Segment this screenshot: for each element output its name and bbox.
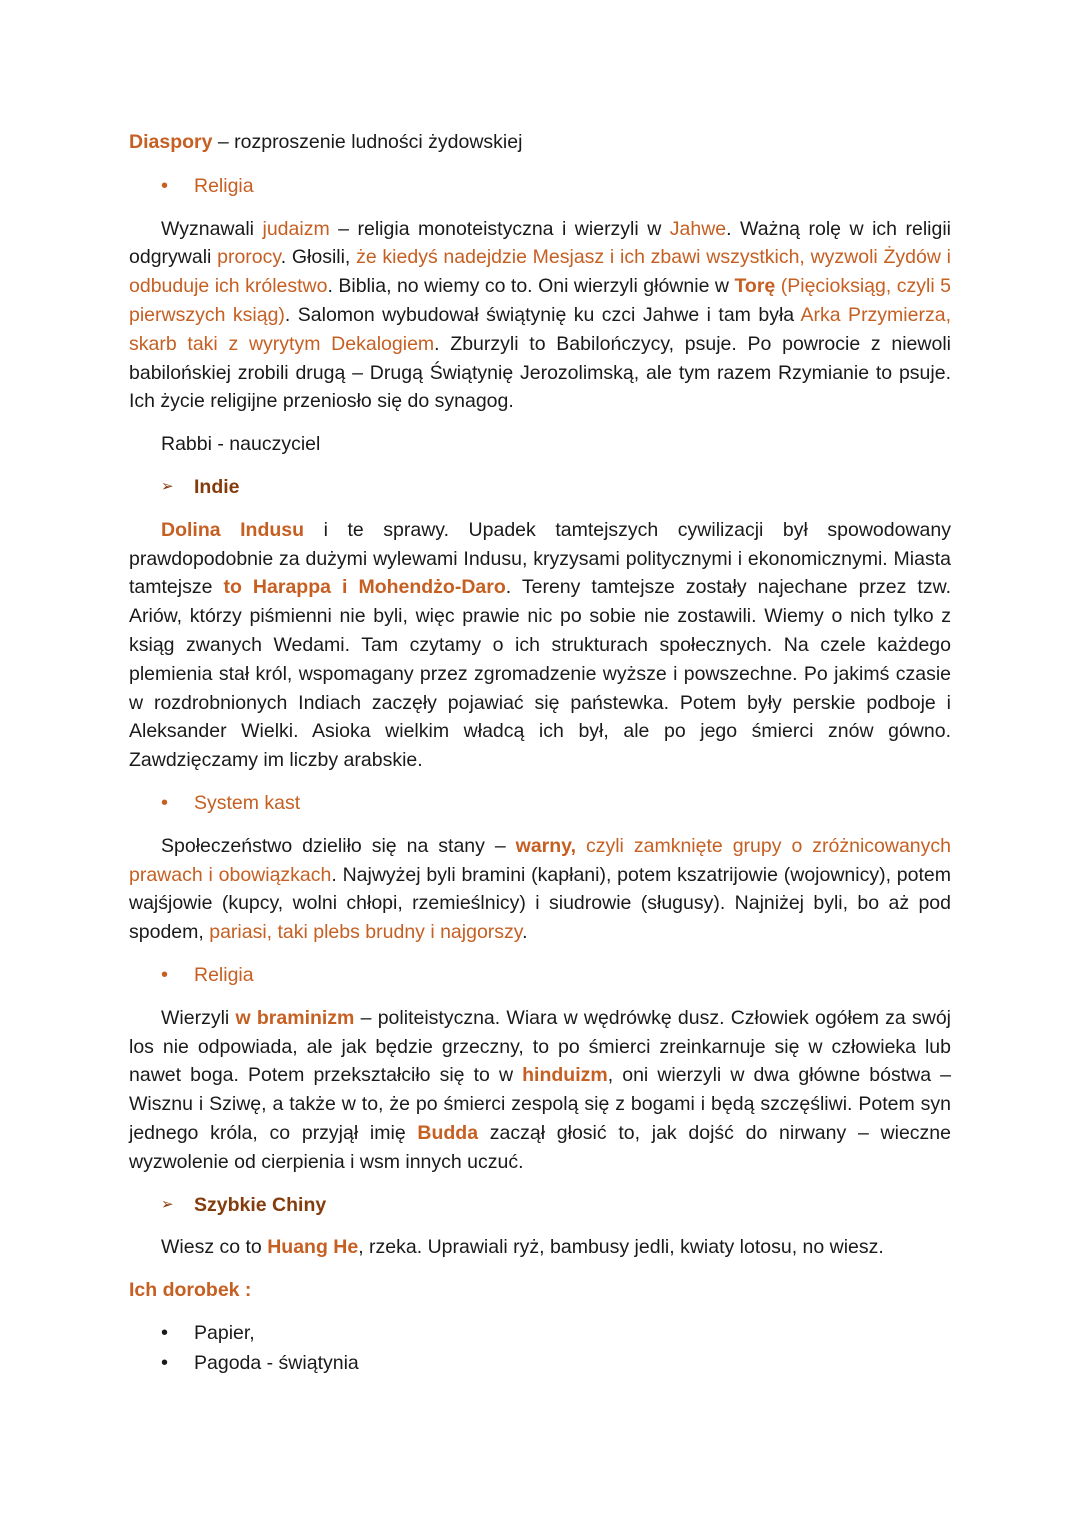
india-heading <box>129 473 951 502</box>
bullet-icon: • <box>161 174 169 197</box>
china-heading <box>129 1191 951 1220</box>
highlight-prorocy: prorocy <box>217 246 281 269</box>
highlight-pieciksiag: (Pięcioksiąg, czyli 5 pierwszych ksiąg) <box>129 275 952 326</box>
heading-label: Religia <box>194 174 254 197</box>
text-run: . <box>522 921 528 944</box>
caste-paragraph <box>129 832 951 947</box>
list-item <box>161 1349 951 1379</box>
bullet-icon: • <box>161 1322 169 1345</box>
rabbi-line: Rabbi - nauczyciel <box>161 433 321 456</box>
text-run: i te sprawy. Upadek tamtejszych cywilizacji był spowodowany prawdopodobnie za dużymi wylewami Indusu, kryzysami politycznymi i ekonomicznymi. Miasta tamtejsze <box>129 518 951 599</box>
text-run: . Biblia, no wiemy co to. Oni wierzyli głównie w <box>327 275 735 298</box>
highlight-warny-def: czyli zamknięte grupy o zróżnicowanych prawach i obowiązkach <box>129 834 951 886</box>
bullet-icon: • <box>161 1352 169 1375</box>
bold-hinduizm: hinduizm <box>522 1064 608 1087</box>
bold-huang-he: Huang He <box>267 1236 359 1259</box>
document-page <box>129 128 951 1379</box>
bold-warny: warny, <box>515 834 576 857</box>
india-religion-paragraph <box>129 1004 951 1177</box>
india-paragraph <box>129 516 951 775</box>
diaspora-definition <box>129 128 951 157</box>
text-run: . Tereny tamtejsze zostały najechane przez tzw. Ariów, którzy piśmienni nie byli, więc prawie nic po sobie nie zostawili. Wiemy o nich tylko z ksiąg zwanych Wedami. Tam czytamy o ich strukturach społecznych. Na czele każdego plemienia stał król, wspomagany przez zgromadzenie wyższe i powszechne. Po jakimś czasie w rozdrobnionych Indiach zaczęły pojawiać się państewka. Potem były perskie podboje i Aleksander Wielki. Asioka wielkim władcą ich był, ale po jego śmierci znów gówno. Zawdzięczamy im liczby arabskie. <box>129 576 951 772</box>
heading-label: Religia <box>194 963 254 986</box>
caste-heading <box>129 789 951 818</box>
achievements-list <box>129 1319 951 1379</box>
text-run: . Zburzyli to Babilończycy, psuje. Po powrocie z niewoli babilońskiej zrobili drugą – Drugą Świątynię Jerozolimską, ale tym razem Rzymianie to psuje. Ich życie religijne przeniosło się do synagog. <box>129 332 951 413</box>
judaism-paragraph <box>129 215 951 417</box>
heading-label: Szybkie Chiny <box>194 1193 327 1216</box>
arrow-bullet-icon: ➢ <box>161 1195 174 1213</box>
arrow-bullet-icon: ➢ <box>161 477 174 495</box>
text-run: Wiesz co to <box>161 1236 268 1259</box>
bullet-icon: • <box>161 963 169 986</box>
text-run: zaczął głosić to, jak dojść do nirwany – wieczne wyzwolenie od cierpienia i wsm innych uczuć. <box>129 1121 951 1173</box>
bullet-icon: • <box>161 791 169 814</box>
diaspora-term: Diaspory <box>129 131 213 153</box>
bold-harappa: to Harappa i Mohendżo-Daro <box>223 576 506 599</box>
bold-tore: Torę <box>734 275 776 298</box>
text-run: , oni wierzyli w dwa główne bóstwa – Wisznu i Sziwę, a także w to, że po śmierci zespolą się z bogami i będą szczęśliwi. Potem syn jednego króla, co przyjął imię <box>129 1064 951 1144</box>
text-run: Społeczeństwo dzieliło się na stany – <box>161 834 516 857</box>
highlight-arka: Arka Przymierza, skarb taki z wyrytym Dekalogiem <box>129 303 951 355</box>
list-item <box>161 1319 951 1349</box>
list-item-label: Papier, <box>194 1322 255 1345</box>
achievements-heading: Ich dorobek : <box>129 1279 252 1302</box>
china-paragraph <box>129 1233 951 1262</box>
india-religion-heading <box>129 961 951 990</box>
heading-label: System kast <box>194 791 301 814</box>
text-run: . Salomon wybudował świątynię ku czci Jahwe i tam była <box>284 303 801 326</box>
heading-label: Indie <box>194 475 240 498</box>
text-run: . Najwyżej byli bramini (kapłani), potem kszatrijowie (wojownicy), potem wajśjowie (kupcy, wolni chłopi, rzemieślnicy) i siudrowie (sługusy). Najniżej byli, bo aż pod spodem, <box>129 863 951 944</box>
judaism-religion-heading <box>129 172 951 201</box>
text-run: . Ważną rolę w ich religii odgrywali <box>129 217 951 269</box>
bold-braminizm: w braminizm <box>235 1006 355 1029</box>
text-run: Wierzyli <box>161 1006 236 1029</box>
text-run: – religia monoteistyczna i wierzyli w <box>329 217 670 240</box>
highlight-judaizm: judaizm <box>262 217 330 240</box>
diaspora-definition-text: – rozproszenie ludności żydowskiej <box>212 131 523 153</box>
list-item-label: Pagoda - świątynia <box>194 1352 359 1375</box>
highlight-pariasi: pariasi, taki plebs brudny i najgorszy <box>209 921 523 944</box>
text-run: Wyznawali <box>161 217 263 240</box>
bold-dolina-indusu: Dolina Indusu <box>161 518 305 541</box>
bold-budda: Budda <box>417 1121 479 1144</box>
text-run: , rzeka. Uprawiali ryż, bambusy jedli, kwiaty lotosu, no wiesz. <box>358 1236 884 1259</box>
text-run: – politeistyczna. Wiara w wędrówkę dusz. Człowiek ogółem za swój los nie odpowiada, ale jak będzie grzeczny, to po śmierci zreinkarnuje się w człowieka lub nawet boga. Potem przekształciło się to w <box>129 1006 951 1087</box>
highlight-mesjasz: że kiedyś nadejdzie Mesjasz i ich zbawi wszystkich, wyzwoli Żydów i odbuduje ich królestwo <box>129 246 951 298</box>
text-run: . Głosili, <box>280 246 357 269</box>
highlight-jahwe: Jahwe <box>669 217 727 240</box>
